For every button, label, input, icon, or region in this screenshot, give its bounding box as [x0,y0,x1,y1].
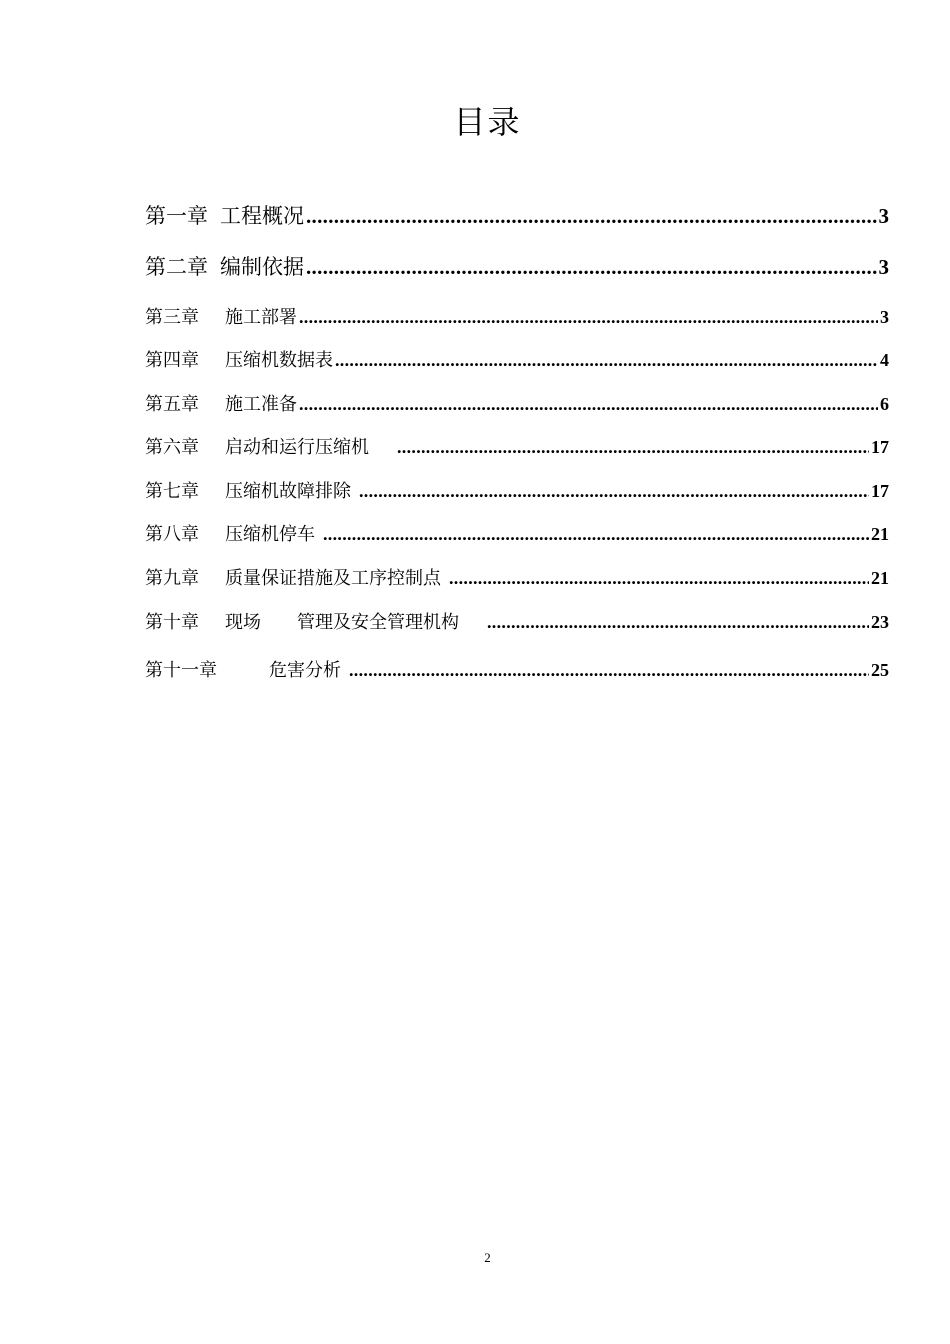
toc-page-number: 3 [878,255,889,279]
toc-page-number: 6 [880,394,889,414]
toc-page-number: 17 [871,437,889,457]
toc-chapter: 第十一章 [145,660,217,681]
toc-page-number: 23 [871,612,889,632]
toc-leader-dots [306,255,877,280]
toc-entry[interactable] [145,390,889,416]
page-number: 2 [484,1250,491,1265]
toc-label: 压缩机停车 [225,524,315,545]
toc-chapter: 第六章 [145,437,199,458]
toc-entry[interactable] [145,200,889,230]
toc-leader-dots [323,524,869,545]
toc-entry[interactable] [145,608,889,634]
toc-entry[interactable] [145,564,889,590]
toc-entry[interactable] [145,346,889,372]
toc-chapter: 第三章 [145,307,199,328]
toc-entry[interactable] [145,656,889,682]
toc-label: 工程概况 [220,204,304,228]
toc-chapter: 第四章 [145,350,199,371]
page-title: 目录 [453,103,522,141]
toc-leader-dots [349,660,869,681]
toc-leader-dots [299,394,878,415]
toc-page-number: 3 [880,307,889,327]
toc-leader-dots [335,350,878,371]
toc-label: 启动和运行压缩机 [225,437,369,458]
toc-entry[interactable] [145,477,889,503]
toc-leader-dots [487,612,869,633]
toc-chapter: 第八章 [145,524,199,545]
toc-entry[interactable] [145,303,889,329]
toc-label: 压缩机故障排除 [225,481,351,502]
toc-label: 现场 管理及安全管理机构 [225,612,459,633]
toc-label: 压缩机数据表 [225,350,333,371]
toc-label: 施工部署 [225,307,297,328]
toc-page-number: 17 [871,481,889,501]
toc-page-number: 3 [878,204,889,228]
toc-chapter: 第九章 [145,568,199,589]
toc-page-number: 4 [880,350,889,370]
toc-label: 质量保证措施及工序控制点 [225,568,441,589]
toc-page-number: 21 [871,524,889,544]
toc-entry[interactable] [145,433,889,459]
toc-entry[interactable] [145,251,889,281]
toc-page-number: 25 [871,660,889,680]
toc-leader-dots [359,481,869,502]
toc-chapter: 第一章 [145,204,208,228]
toc-label: 编制依据 [220,255,304,279]
toc-leader-dots [299,307,878,328]
toc-chapter: 第七章 [145,481,199,502]
toc-label: 施工准备 [225,394,297,415]
toc-entry[interactable] [145,520,889,546]
toc-leader-dots [449,568,869,589]
toc-page-number: 21 [871,568,889,588]
toc-chapter: 第二章 [145,255,208,279]
toc-leader-dots [306,204,877,229]
toc-chapter: 第五章 [145,394,199,415]
toc-label: 危害分析 [269,660,341,681]
toc-chapter: 第十章 [145,612,199,633]
toc-leader-dots [397,437,869,458]
